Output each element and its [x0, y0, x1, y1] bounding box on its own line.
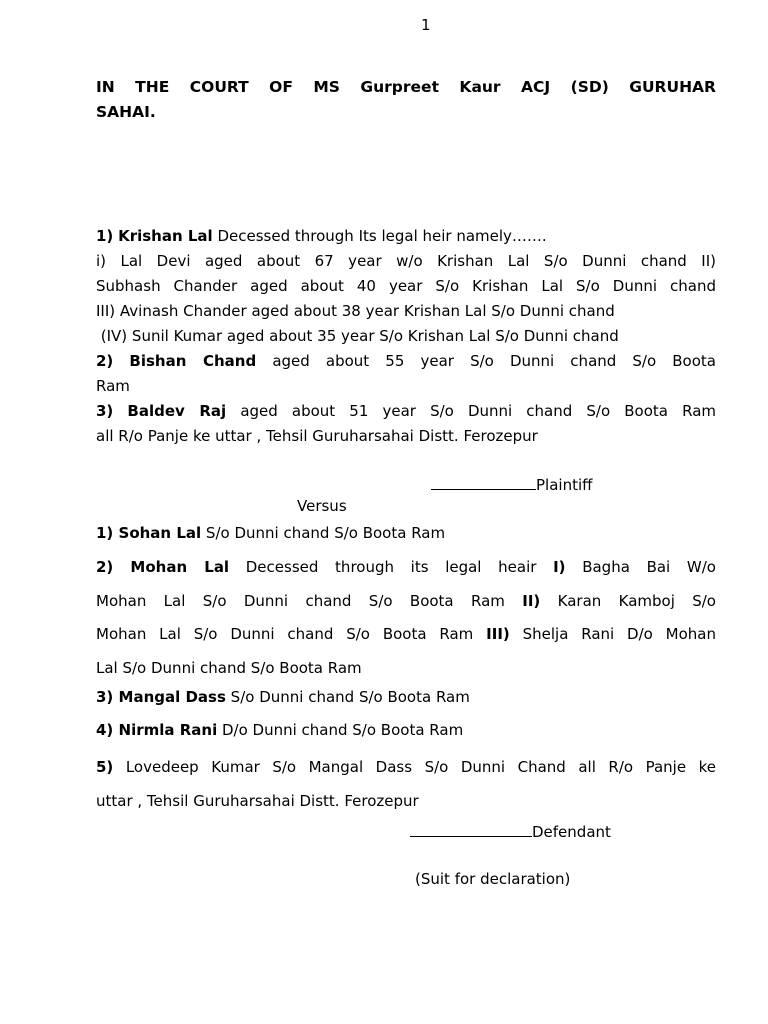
court-title-line-2: SAHAI.: [96, 103, 156, 121]
page-number: 1: [421, 16, 431, 34]
defendant-2-name: 2) Mohan Lal: [96, 558, 230, 576]
plaintiff-1-heirs-line-3: III) Avinash Chander aged about 38 year Krishan Lal S/o Dunni chand: [96, 302, 615, 320]
court-title: [96, 75, 716, 125]
defendant-label: Defendant: [532, 823, 611, 841]
defendant-4-description: D/o Dunni chand S/o Boota Ram: [217, 721, 464, 739]
defendant-2-line-3: Mohan Lal S/o Dunni chand S/o Boota Ram III) Shelja Rani D/o Mohan: [96, 625, 717, 643]
plaintiff-1-number: 1): [96, 227, 114, 245]
plaintiff-3-number: 3): [96, 402, 114, 420]
plaintiff-2-line-2: Ram: [96, 377, 130, 395]
plaintiff-3-name: Baldev Raj: [127, 402, 227, 420]
defendant-2-line-1: 2) Mohan Lal Decessed through its legal heair I) Bagha Bai W/o: [96, 558, 716, 576]
plaintiff-1-name: Krishan Lal: [118, 227, 213, 245]
defendant-5-line-2: uttar , Tehsil Guruharsahai Distt. Ferozepur: [96, 791, 419, 810]
defendant-1: [96, 521, 716, 546]
defendant-signature-line: [410, 820, 611, 842]
plaintiff-2-number: 2): [96, 352, 114, 370]
defendant-2-heir-2-marker: II): [522, 591, 541, 610]
plaintiff-2-name: Bishan Chand: [129, 352, 257, 370]
defendant-2-line-2: Mohan Lal S/o Dunni chand S/o Boota Ram II) Karan Kamboj S/o: [96, 591, 716, 610]
defendant-5-number: 5): [96, 758, 114, 776]
plaintiff-2-line-1: [96, 349, 716, 374]
plaintiff-1-heirs-line-1: i) Lal Devi aged about 67 year w/o Krishan Lal S/o Dunni chand II): [96, 252, 716, 270]
plaintiff-signature-line: [431, 473, 592, 495]
plaintiff-1-heirs-line-4: (IV) Sunil Kumar aged about 35 year S/o Krishan Lal S/o Dunni chand: [96, 327, 619, 345]
defendant-5: [96, 751, 716, 818]
defendant-2-line-4: Lal S/o Dunni chand S/o Boota Ram: [96, 658, 362, 677]
defendant-1-name: 1) Sohan Lal: [96, 524, 202, 542]
defendant-3-name: 3) Mangal Dass: [96, 688, 226, 706]
defendant-1-description: S/o Dunni chand S/o Boota Ram: [201, 524, 446, 542]
defendant-underline: [410, 820, 532, 837]
defendant-4-name: 4) Nirmla Rani: [96, 721, 218, 739]
defendant-2: [96, 551, 716, 685]
plaintiff-3-line-2: all R/o Panje ke uttar , Tehsil Guruharsahai Distt. Ferozepur: [96, 427, 538, 445]
plaintiff-1: [96, 224, 716, 249]
versus-label: Versus: [297, 497, 347, 515]
defendant-2-heir-1-marker: I): [553, 558, 566, 576]
defendant-3: [96, 685, 716, 710]
defendant-5-line-1: 5) Lovedeep Kumar S/o Mangal Dass S/o Dunni Chand all R/o Panje ke: [96, 758, 716, 776]
plaintiff-3-description: aged about 51 year S/o Dunni chand S/o Boota Ram: [240, 402, 716, 420]
plaintiff-underline: [431, 473, 536, 490]
plaintiff-1-description: Decessed through Its legal heir namely…….: [212, 227, 547, 245]
defendant-3-description: S/o Dunni chand S/o Boota Ram: [225, 688, 470, 706]
court-title-line-1: IN THE COURT OF MS Gurpreet Kaur ACJ (SD) GURUHAR: [96, 78, 716, 96]
suit-type: (Suit for declaration): [415, 870, 571, 888]
defendant-4: [96, 718, 716, 743]
plaintiff-1-heirs-line-2: Subhash Chander aged about 40 year S/o Krishan Lal S/o Dunni chand: [96, 277, 716, 295]
plaintiff-3-line-1: [96, 399, 716, 424]
defendant-2-heir-3-marker: III): [486, 625, 510, 643]
plaintiff-label: Plaintiff: [536, 476, 593, 494]
plaintiff-2-description: aged about 55 year S/o Dunni chand S/o Boota: [272, 352, 716, 370]
plaintiffs-block: [96, 224, 716, 449]
